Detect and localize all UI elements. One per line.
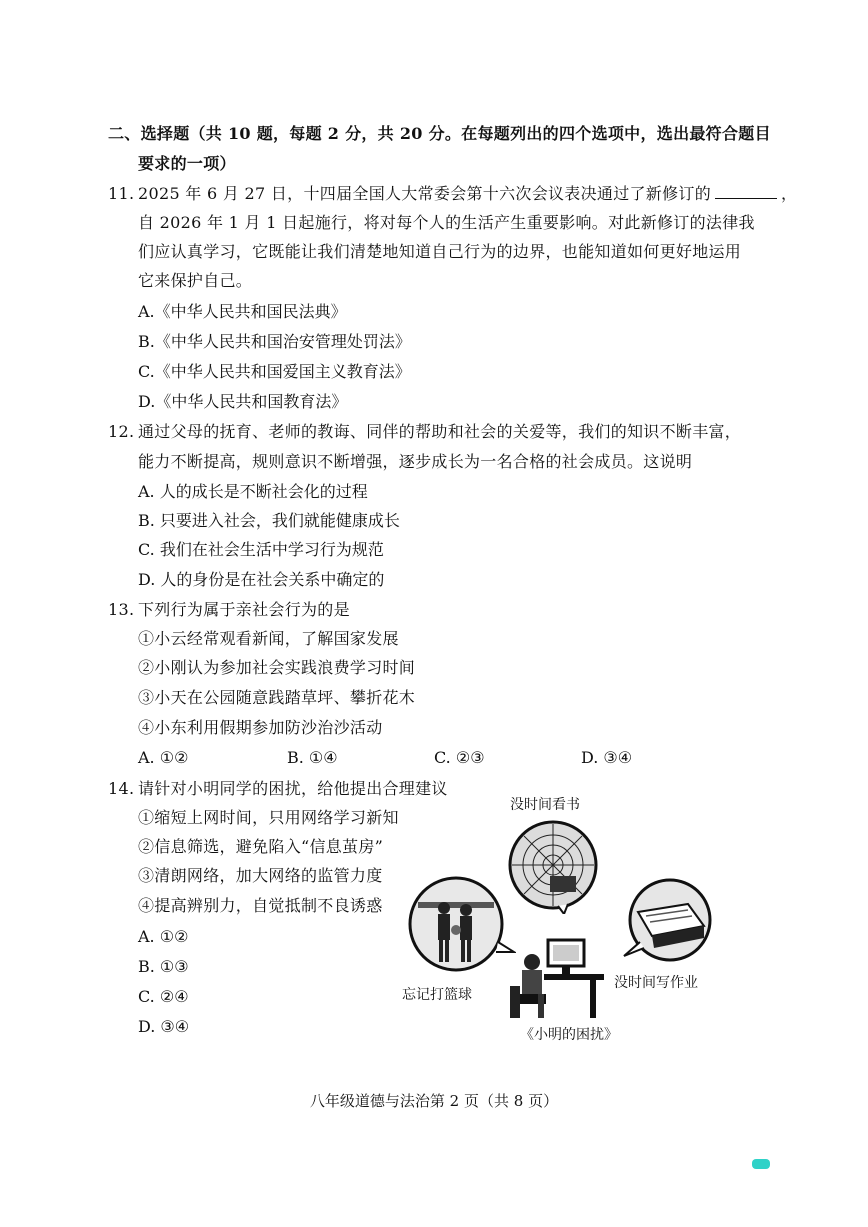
question-11-line-1	[138, 184, 797, 204]
question-11-option-c: C.《中华人民共和国爱国主义教育法》	[138, 362, 411, 381]
question-13-option-b: B. ①④	[287, 748, 338, 767]
question-13-item-4: ④小东利用假期参加防沙治沙活动	[138, 718, 383, 737]
question-11-text-b: ，	[781, 184, 798, 203]
question-13-stem: 下列行为属于亲社会行为的是	[138, 600, 350, 619]
question-11-option-d: D.《中华人民共和国教育法》	[138, 392, 348, 411]
question-11-option-b: B.《中华人民共和国治安管理处罚法》	[138, 332, 411, 351]
homework-book-bubble	[618, 876, 714, 968]
question-14-number: 14.	[108, 779, 135, 798]
question-13-item-2: ②小刚认为参加社会实践浪费学习时间	[138, 658, 416, 677]
question-12-option-d: D. 人的身份是在社会关系中确定的	[138, 570, 385, 589]
question-14-item-1: ①缩短上网时间，只用网络学习新知	[138, 808, 399, 827]
question-14-stem: 请针对小明同学的困扰，给他提出合理建议	[138, 779, 448, 798]
question-14-item-4: ④提高辨别力，自觉抵制不良诱惑	[138, 896, 383, 915]
question-11-line-4: 它来保护自己。	[138, 271, 253, 290]
caption-no-time-homework: 没时间写作业	[614, 975, 698, 991]
section-heading: 二、选择题（共 10 题，每题 2 分，共 20 分。在每题列出的四个选项中，选出最符合题目	[108, 124, 771, 143]
section-heading-cont: 要求的一项）	[138, 154, 236, 173]
question-14-item-3: ③清朗网络，加大网络的监管力度	[138, 866, 383, 885]
question-12-option-c: C. 我们在社会生活中学习行为规范	[138, 540, 384, 559]
boy-at-computer	[510, 936, 610, 1020]
question-14-option-b: B. ①③	[138, 957, 189, 976]
question-13-option-a: A. ①②	[138, 748, 189, 767]
question-12-option-a: A. 人的成长是不断社会化的过程	[138, 482, 368, 501]
question-14-option-a: A. ①②	[138, 927, 189, 946]
question-11-line-2: 自 2026 年 1 月 1 日起施行，将对每个人的生活产生重要影响。对此新修订的法律我	[138, 213, 755, 232]
caption-no-time-reading: 没时间看书	[510, 797, 580, 813]
question-12-line-2: 能力不断提高，规则意识不断增强，逐步成长为一名合格的社会成员。这说明	[138, 452, 693, 471]
question-11-line-3: 们应认真学习，它既能让我们清楚地知道自己行为的边界，也能知道如何更好地运用	[138, 242, 742, 261]
question-11-number: 11.	[108, 184, 135, 203]
question-13-number: 13.	[108, 600, 135, 619]
basketball-friends-bubble	[404, 874, 516, 974]
question-12-line-1: 通过父母的抚育、老师的教诲、同伴的帮助和社会的关爱等，我们的知识不断丰富，	[138, 422, 742, 441]
question-11-text-a: 2025 年 6 月 27 日，十四届全国人大常委会第十六次会议表决通过了新修订的	[138, 184, 711, 203]
question-12-number: 12.	[108, 422, 135, 441]
question-13-option-c: C. ②③	[434, 748, 485, 767]
question-12-option-b: B. 只要进入社会，我们就能健康成长	[138, 511, 400, 530]
figure-title: 《小明的困扰》	[520, 1027, 618, 1043]
question-13-option-d: D. ③④	[581, 748, 633, 767]
question-14-option-c: C. ②④	[138, 987, 189, 1006]
question-14-option-d: D. ③④	[138, 1017, 190, 1036]
question-13-item-3: ③小天在公园随意践踏草坪、攀折花木	[138, 688, 416, 707]
spider-web-books-bubble	[506, 818, 600, 914]
question-14-item-2: ②信息筛选，避免陷入“信息茧房”	[138, 837, 384, 856]
caption-forgot-basketball: 忘记打篮球	[402, 987, 472, 1003]
page-marker	[752, 1159, 770, 1169]
question-13-item-1: ①小云经常观看新闻，了解国家发展	[138, 629, 399, 648]
page-footer: 八年级道德与法治第 2 页（共 8 页）	[309, 1092, 559, 1110]
question-11-option-a: A.《中华人民共和国民法典》	[138, 302, 347, 321]
answer-blank	[715, 184, 777, 199]
